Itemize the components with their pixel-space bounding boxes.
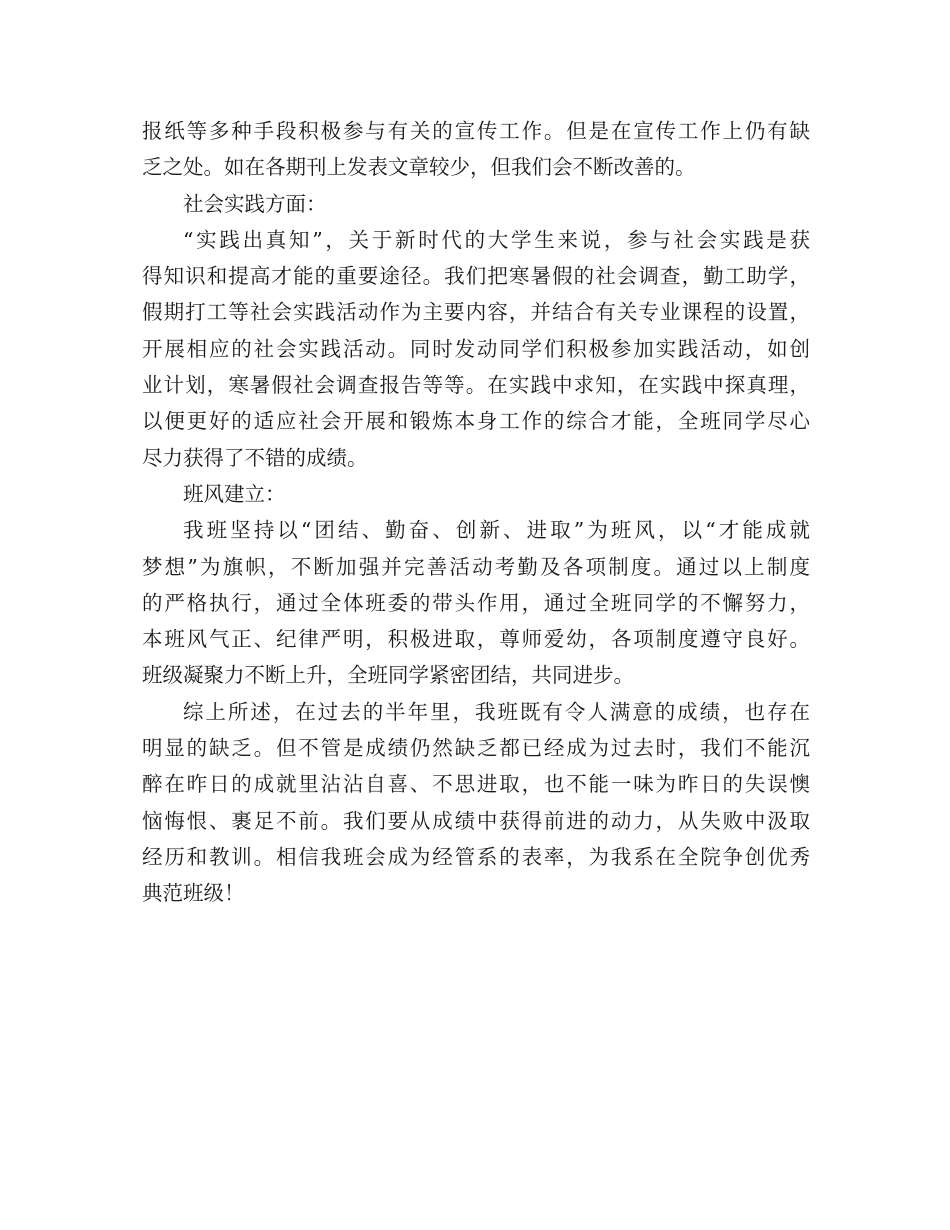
text-line: 报纸等多种手段积极参与有关的宣传工作。但是在宣传工作上仍有缺 — [142, 119, 810, 143]
text-line: 恼悔恨、裹足不前。我们要从成绩中获得前进的动力，从失败中汲取 — [142, 808, 810, 833]
text-line: 尽力获得了不错的成绩。 — [142, 445, 368, 470]
text-line: “实践出真知”，关于新时代的大学生来说，参与社会实践是获 — [183, 227, 810, 252]
text-line: 典范班级！ — [142, 881, 245, 906]
text-line: 开展相应的社会实践活动。同时发动同学们积极参加实践活动，如创 — [142, 336, 810, 361]
text-line: 乏之处。如在各期刊上发表文章较少，但我们会不断改善的。 — [142, 155, 696, 180]
text-line: 假期打工等社会实践活动作为主要内容，并结合有关专业课程的设置， — [142, 300, 810, 325]
text-line: 社会实践方面： — [183, 191, 327, 216]
text-line: 的严格执行，通过全体班委的带头作用，通过全班同学的不懈努力， — [142, 590, 810, 615]
text-line: 以便更好的适应社会开展和锻炼本身工作的综合才能，全班同学尽心 — [142, 409, 810, 434]
text-line: 经历和教训。相信我班会成为经管系的表率，为我系在全院争创优秀 — [142, 844, 810, 869]
text-line: 班级凝聚力不断上升，全班同学紧密团结，共同进步。 — [142, 663, 634, 688]
document-body — [142, 113, 810, 912]
text-line: 业计划，寒暑假社会调查报告等等。在实践中求知，在实践中探真理， — [142, 373, 810, 398]
text-line: 得知识和提高才能的重要途径。我们把寒暑假的社会调查，勤工助学， — [142, 264, 810, 289]
text-line: 综上所述，在过去的半年里，我班既有令人满意的成绩，也存在 — [183, 699, 810, 724]
text-line: 我班坚持以“团结、勤奋、创新、进取”为班风，以“才能成就 — [183, 518, 810, 543]
text-line: 明显的缺乏。但不管是成绩仍然缺乏都已经成为过去时，我们不能沉 — [142, 736, 810, 761]
text-line: 本班风气正、纪律严明，积极进取，尊师爱幼，各项制度遵守良好。 — [142, 627, 810, 652]
text-line: 醉在昨日的成就里沾沾自喜、不思进取，也不能一味为昨日的失误懊 — [142, 772, 810, 797]
text-line: 梦想”为旗帜，不断加强并完善活动考勤及各项制度。通过以上制度 — [142, 554, 810, 579]
text-line: 班风建立： — [183, 481, 286, 506]
